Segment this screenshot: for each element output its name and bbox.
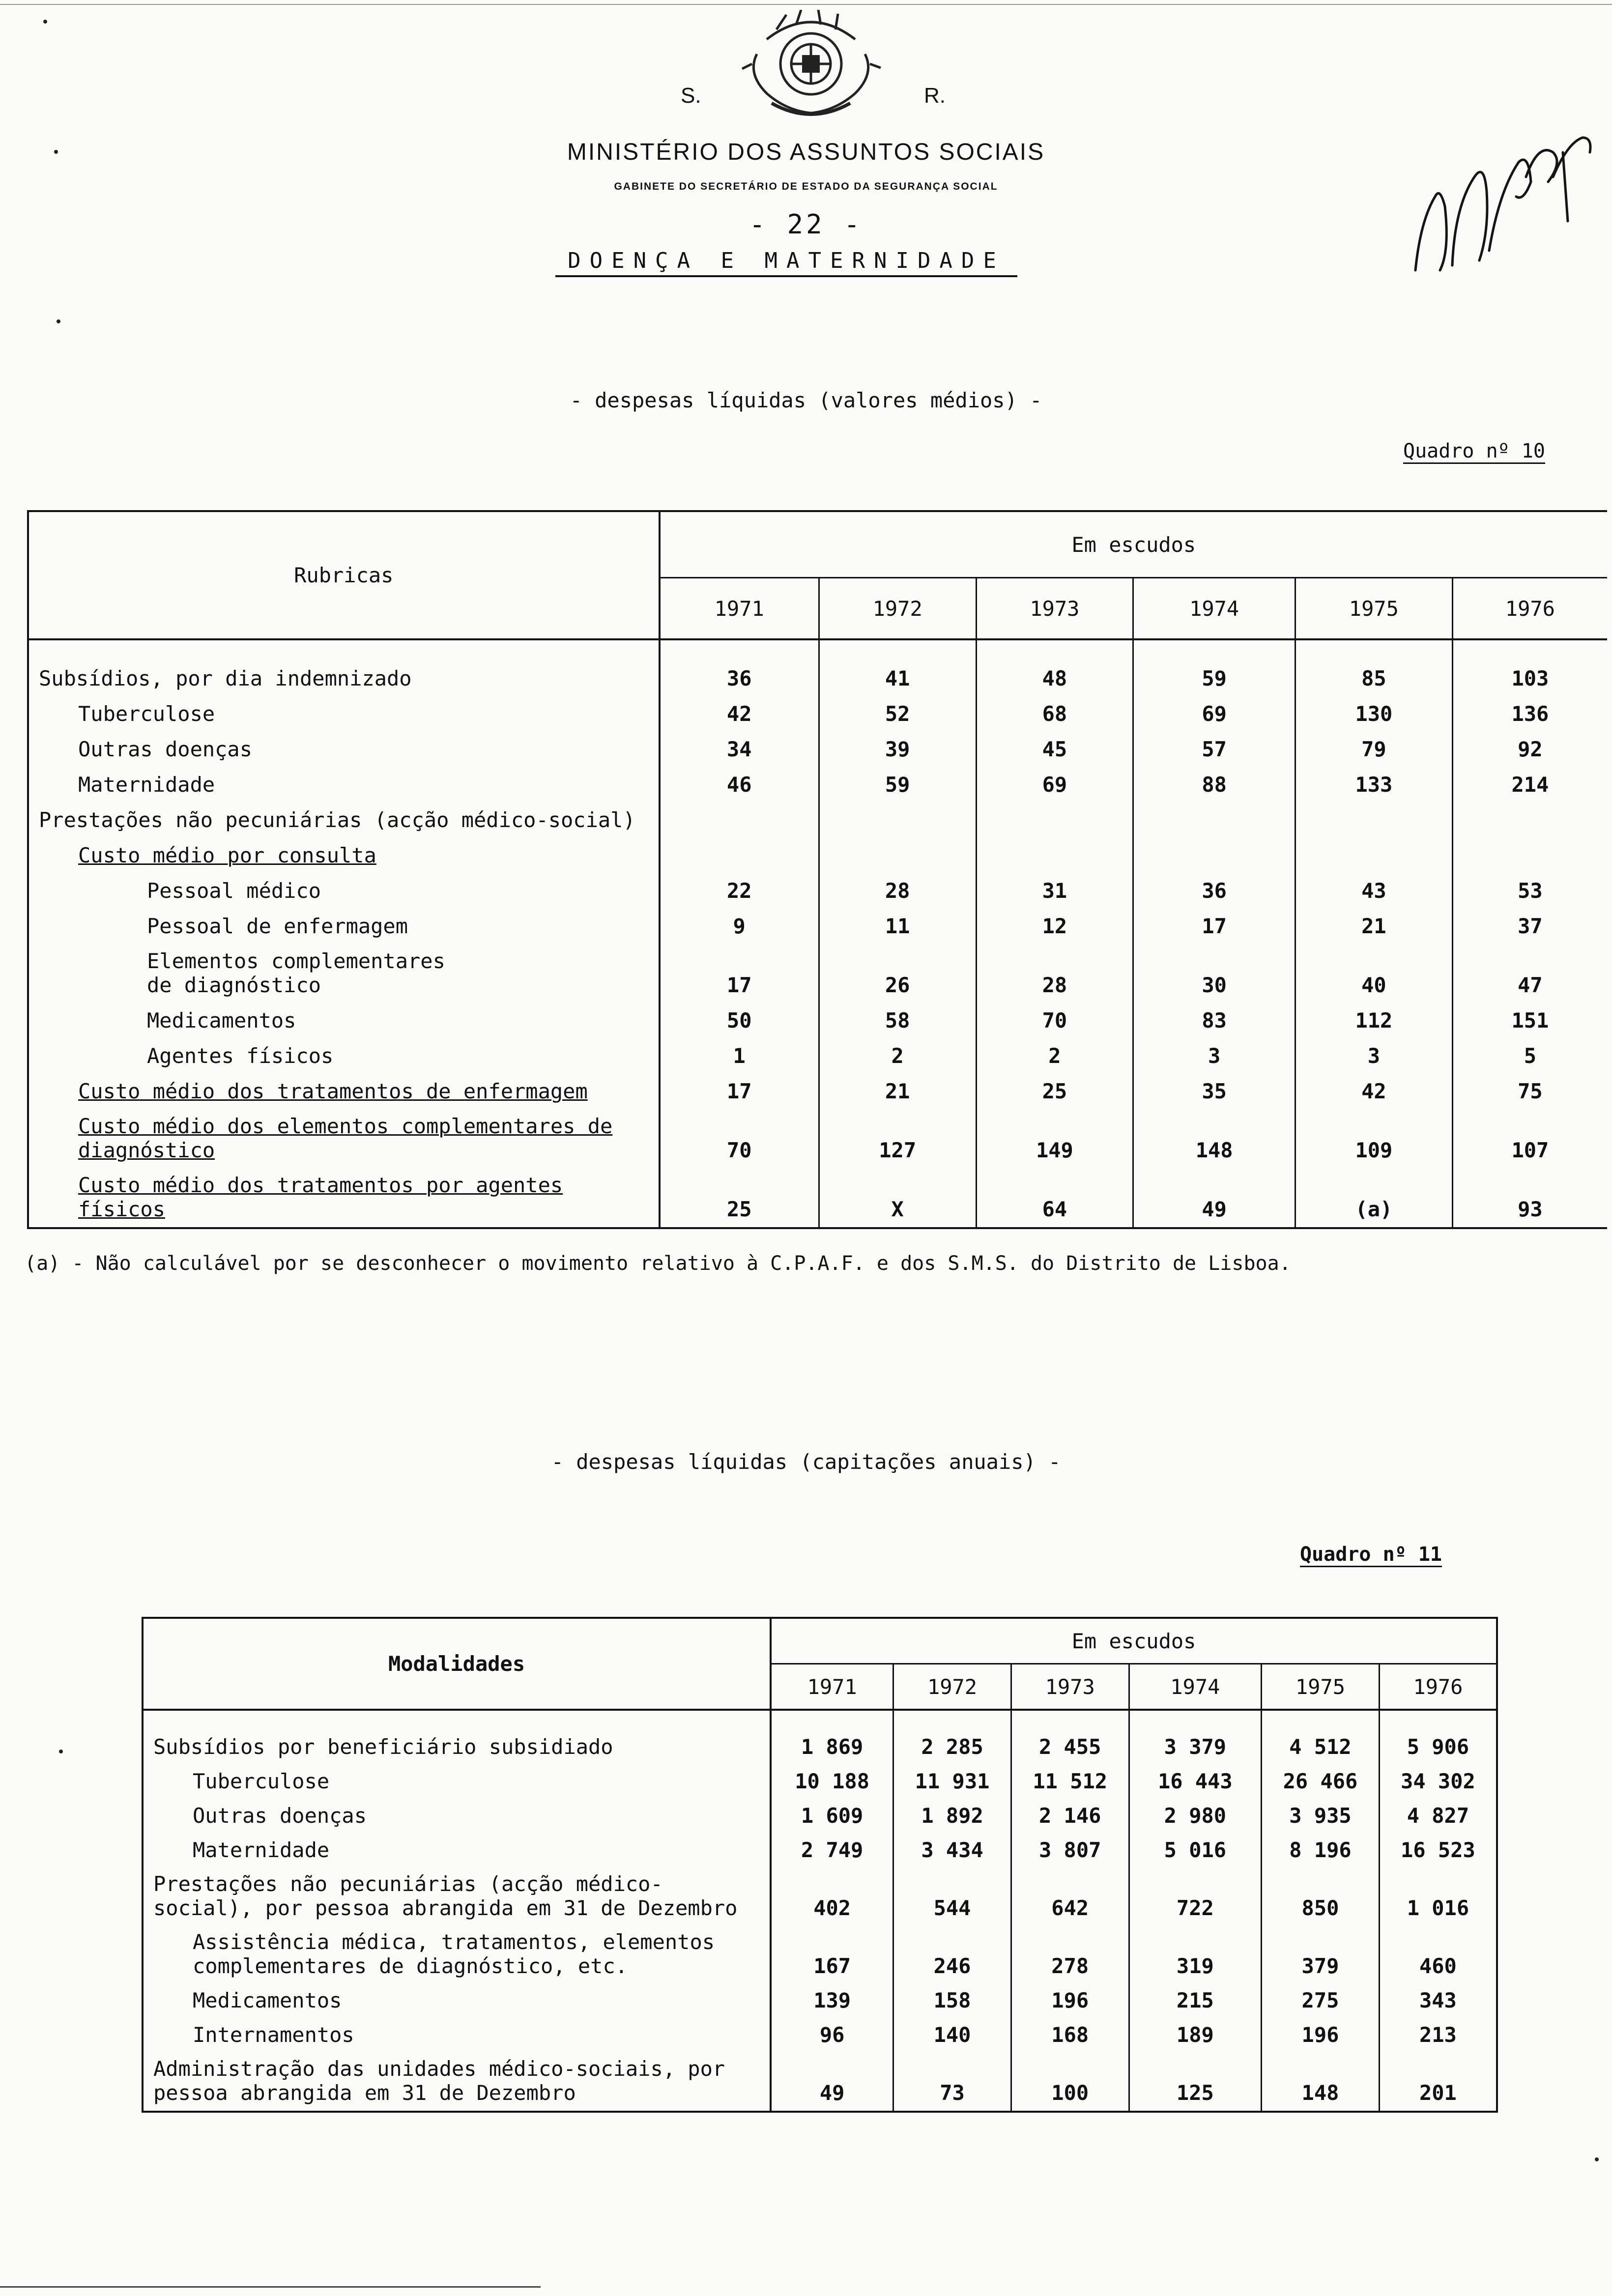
cell: 140	[893, 2012, 1011, 2047]
table-row	[143, 1759, 1497, 1793]
cell: 16 443	[1129, 1759, 1262, 1793]
row-label: Custo médio dos tratamentos de enfermagem	[28, 1068, 660, 1103]
cell: 130	[1295, 690, 1453, 726]
scan-speck	[59, 1750, 63, 1753]
cell: 214	[1511, 773, 1549, 797]
cell	[976, 797, 1133, 832]
cell: 34 302	[1401, 1769, 1475, 1793]
cell: 213	[1419, 2023, 1457, 2047]
cell: 70	[976, 997, 1133, 1033]
cell: 11	[819, 903, 976, 938]
row-label: Medicamentos	[143, 1978, 771, 2012]
cell: (a)	[1295, 1162, 1453, 1228]
cell: 246	[893, 1920, 1011, 1978]
cell	[1452, 797, 1607, 832]
cell: 850	[1262, 1862, 1380, 1920]
cell	[1452, 832, 1607, 867]
table-row	[28, 1103, 1607, 1162]
page-number: - 22 -	[749, 209, 863, 240]
scan-speck	[1595, 2157, 1599, 2161]
cell	[1133, 832, 1295, 867]
table1-rubrics-header: Rubricas	[28, 511, 660, 639]
cell: 36	[660, 639, 819, 690]
cell: 722	[1129, 1862, 1262, 1920]
cell: 2	[976, 1033, 1133, 1068]
cell: 17	[660, 1068, 819, 1103]
cell: 3	[1295, 1033, 1453, 1068]
table-row	[143, 1978, 1497, 2012]
row-label: Medicamentos	[28, 997, 660, 1033]
row-label: Subsídios, por dia indemnizado	[28, 639, 660, 690]
table1	[27, 510, 1607, 1229]
cell: 275	[1262, 1978, 1380, 2012]
cell: 50	[660, 997, 819, 1033]
table1-year-header: 1973	[976, 578, 1133, 640]
cell: 79	[1295, 726, 1453, 761]
table-row	[28, 797, 1607, 832]
cell: 402	[771, 1862, 893, 1920]
cell: 17	[1133, 903, 1295, 938]
cell: 2 749	[771, 1828, 893, 1862]
row-label: Internamentos	[143, 2012, 771, 2047]
cell: 148	[1262, 2047, 1380, 2112]
row-label: Pessoal médico	[28, 867, 660, 903]
scan-top-edge	[0, 4, 1612, 5]
table-row	[28, 690, 1607, 726]
cell: 125	[1129, 2047, 1262, 2112]
cell: 37	[1518, 914, 1543, 938]
cell: 88	[1133, 761, 1295, 797]
table-row	[28, 1033, 1607, 1068]
cell: 73	[893, 2047, 1011, 2112]
table2-unit-header: Em escudos	[771, 1618, 1497, 1664]
row-label: Custo médio dos elementos complementares de diagnóstico	[28, 1103, 660, 1162]
cell: 58	[819, 997, 976, 1033]
table2-year-header: 1972	[893, 1664, 1011, 1710]
table2-year-header: 1971	[771, 1664, 893, 1710]
cell	[819, 797, 976, 832]
cell: 3 807	[1011, 1828, 1129, 1862]
cell: 25	[976, 1068, 1133, 1103]
cell: 149	[976, 1103, 1133, 1162]
cell: 112	[1295, 997, 1453, 1033]
table2-heading: - despesas líquidas (capitações anuais) -	[551, 1450, 1061, 1474]
row-label: Subsídios por beneficiário subsidiado	[143, 1710, 771, 1759]
table2-modalities-header: Modalidades	[143, 1618, 771, 1710]
cell: 379	[1262, 1920, 1380, 1978]
cell: 92	[1518, 737, 1543, 761]
cell: 460	[1419, 1954, 1457, 1978]
cell: 41	[819, 639, 976, 690]
cell: 196	[1011, 1978, 1129, 2012]
cell	[1133, 797, 1295, 832]
row-label: Prestações não pecuniárias (acção médico-social)	[28, 797, 660, 832]
cell: 148	[1133, 1103, 1295, 1162]
cell: 196	[1262, 2012, 1380, 2047]
cell: 26	[819, 938, 976, 997]
scan-edge-rule	[0, 2286, 541, 2288]
cell: 45	[976, 726, 1133, 761]
cell: 151	[1511, 1008, 1549, 1033]
table-row	[143, 2012, 1497, 2047]
cell: 59	[819, 761, 976, 797]
row-label: Outras doenças	[143, 1793, 771, 1828]
ministry-name: MINISTÉRIO DOS ASSUNTOS SOCIAIS	[567, 139, 1045, 165]
cell: 1 869	[771, 1710, 893, 1759]
cell: 42	[660, 690, 819, 726]
cell: 83	[1133, 997, 1295, 1033]
row-label: Outras doenças	[28, 726, 660, 761]
table-row	[143, 1710, 1497, 1759]
cell: 16 523	[1401, 1838, 1475, 1862]
table-row	[28, 761, 1607, 797]
table2-year-header: 1974	[1129, 1664, 1262, 1710]
scan-speck	[43, 20, 47, 24]
cell: 11 512	[1011, 1759, 1129, 1793]
cell: 215	[1129, 1978, 1262, 2012]
cell: 9	[660, 903, 819, 938]
table-row	[28, 997, 1607, 1033]
cell: 17	[660, 938, 819, 997]
cell: 1 892	[893, 1793, 1011, 1828]
cell: 2 455	[1011, 1710, 1129, 1759]
cell: 64	[976, 1162, 1133, 1228]
table2-year-header: 1975	[1262, 1664, 1380, 1710]
row-label: Custo médio dos tratamentos por agentes físicos	[28, 1162, 660, 1228]
table1-year-header: 1976	[1452, 578, 1607, 640]
cell: 319	[1129, 1920, 1262, 1978]
cell: 4 512	[1262, 1710, 1380, 1759]
row-label: Agentes físicos	[28, 1033, 660, 1068]
cell: 53	[1518, 879, 1543, 903]
table2-year-header: 1973	[1011, 1664, 1129, 1710]
cell: 2 285	[893, 1710, 1011, 1759]
cell: 43	[1295, 867, 1453, 903]
table1-year-header: 1974	[1133, 578, 1295, 640]
table2	[142, 1617, 1498, 2113]
cell: 544	[893, 1862, 1011, 1920]
cell: 2 146	[1011, 1793, 1129, 1828]
cell: 12	[976, 903, 1133, 938]
cell: 25	[660, 1162, 819, 1228]
cell: 2 980	[1129, 1793, 1262, 1828]
cell: 48	[976, 639, 1133, 690]
cell: 22	[660, 867, 819, 903]
cell: 57	[1133, 726, 1295, 761]
cell: 40	[1295, 938, 1453, 997]
cell: 70	[660, 1103, 819, 1162]
scan-speck	[57, 319, 60, 323]
cell: 11 931	[893, 1759, 1011, 1793]
cell: 133	[1295, 761, 1453, 797]
table-row	[28, 867, 1607, 903]
row-label: Elementos complementares de diagnóstico	[28, 938, 660, 997]
cell: 109	[1295, 1103, 1453, 1162]
cell	[976, 832, 1133, 867]
cell: 31	[976, 867, 1133, 903]
cell: 85	[1295, 639, 1453, 690]
cell: 3 379	[1129, 1710, 1262, 1759]
letterhead-right-mark: R.	[924, 84, 946, 108]
cell: 3 434	[893, 1828, 1011, 1862]
cell: 75	[1518, 1079, 1543, 1103]
table-row	[143, 1793, 1497, 1828]
cell: 39	[819, 726, 976, 761]
cell: 1	[660, 1033, 819, 1068]
cell	[819, 832, 976, 867]
cell: 28	[976, 938, 1133, 997]
row-label: Maternidade	[143, 1828, 771, 1862]
cell: 28	[819, 867, 976, 903]
table-row	[28, 832, 1607, 867]
cell: 189	[1129, 2012, 1262, 2047]
table2-year-header: 1976	[1379, 1664, 1497, 1710]
cell: 127	[819, 1103, 976, 1162]
cell: 4 827	[1407, 1804, 1469, 1828]
cell: 1 016	[1407, 1896, 1469, 1920]
row-label: Tuberculose	[143, 1759, 771, 1793]
cell	[1295, 797, 1453, 832]
cell: 93	[1518, 1197, 1543, 1221]
cell: 49	[1133, 1162, 1295, 1228]
handwritten-signature	[1406, 123, 1602, 280]
cell: 96	[771, 2012, 893, 2047]
cell: 47	[1518, 973, 1543, 997]
table1-footnote: (a) - Não calculável por se desconhecer o movimento relativo à C.P.A.F. e dos S.M.S. do Distrito de Lisboa.	[25, 1252, 1291, 1275]
table2-label: Quadro nº 11	[1300, 1543, 1442, 1567]
row-label: Assistência médica, tratamentos, elementos complementares de diagnóstico, etc.	[143, 1920, 771, 1978]
table-row	[143, 1828, 1497, 1862]
cell: 49	[771, 2047, 893, 2112]
cell: 167	[771, 1920, 893, 1978]
cell: 52	[819, 690, 976, 726]
cell: 26 466	[1262, 1759, 1380, 1793]
table-row	[143, 1920, 1497, 1978]
cell: 2	[819, 1033, 976, 1068]
table-row	[28, 1068, 1607, 1103]
cell	[660, 832, 819, 867]
cell: 59	[1133, 639, 1295, 690]
cell: 35	[1133, 1068, 1295, 1103]
cabinet-name: GABINETE DO SECRETÁRIO DE ESTADO DA SEGURANÇA SOCIAL	[614, 181, 998, 192]
cell	[660, 797, 819, 832]
table-row	[28, 903, 1607, 938]
row-label: Administração das unidades médico-sociais, por pessoa abrangida em 31 de Dezembro	[143, 2047, 771, 2112]
coat-of-arms-emblem	[737, 10, 885, 123]
table-row	[28, 938, 1607, 997]
row-label: Tuberculose	[28, 690, 660, 726]
table1-unit-header: Em escudos	[660, 511, 1607, 578]
row-label: Custo médio por consulta	[28, 832, 660, 867]
cell: 107	[1511, 1138, 1549, 1162]
cell: 21	[819, 1068, 976, 1103]
cell: 68	[976, 690, 1133, 726]
cell: 103	[1511, 666, 1549, 690]
table1-year-header: 1972	[819, 578, 976, 640]
cell: 30	[1133, 938, 1295, 997]
cell: 5	[1524, 1044, 1537, 1068]
cell: 1 609	[771, 1793, 893, 1828]
cell: 21	[1295, 903, 1453, 938]
table1-heading: - despesas líquidas (valores médios) -	[570, 388, 1042, 412]
table-row	[28, 726, 1607, 761]
table-row	[28, 1162, 1607, 1228]
cell: 5 906	[1407, 1735, 1469, 1759]
section-title: DOENÇA E MATERNIDADE	[555, 248, 1017, 277]
cell: 278	[1011, 1920, 1129, 1978]
cell: 69	[1133, 690, 1295, 726]
row-label: Prestações não pecuniárias (acção médico-social), por pessoa abrangida em 31 de Dezembro	[143, 1862, 771, 1920]
cell: 8 196	[1262, 1828, 1380, 1862]
cell: 158	[893, 1978, 1011, 2012]
cell: 10 188	[771, 1759, 893, 1793]
cell: 3	[1133, 1033, 1295, 1068]
cell: 168	[1011, 2012, 1129, 2047]
row-label: Pessoal de enfermagem	[28, 903, 660, 938]
scan-speck	[54, 150, 58, 154]
cell: 139	[771, 1978, 893, 2012]
cell: X	[819, 1162, 976, 1228]
cell: 100	[1011, 2047, 1129, 2112]
cell: 201	[1419, 2081, 1457, 2105]
table1-year-header: 1975	[1295, 578, 1453, 640]
table-row	[28, 639, 1607, 690]
cell: 642	[1011, 1862, 1129, 1920]
cell: 46	[660, 761, 819, 797]
cell: 42	[1295, 1068, 1453, 1103]
table-row	[143, 1862, 1497, 1920]
cell: 5 016	[1129, 1828, 1262, 1862]
cell: 3 935	[1262, 1793, 1380, 1828]
table1-year-header: 1971	[660, 578, 819, 640]
cell: 34	[660, 726, 819, 761]
cell: 343	[1419, 1988, 1457, 2012]
cell: 36	[1133, 867, 1295, 903]
table1-label: Quadro nº 10	[1403, 440, 1545, 464]
row-label: Maternidade	[28, 761, 660, 797]
table-row	[143, 2047, 1497, 2112]
cell: 69	[976, 761, 1133, 797]
letterhead-left-mark: S.	[681, 84, 701, 108]
cell: 136	[1511, 702, 1549, 726]
cell	[1295, 832, 1453, 867]
